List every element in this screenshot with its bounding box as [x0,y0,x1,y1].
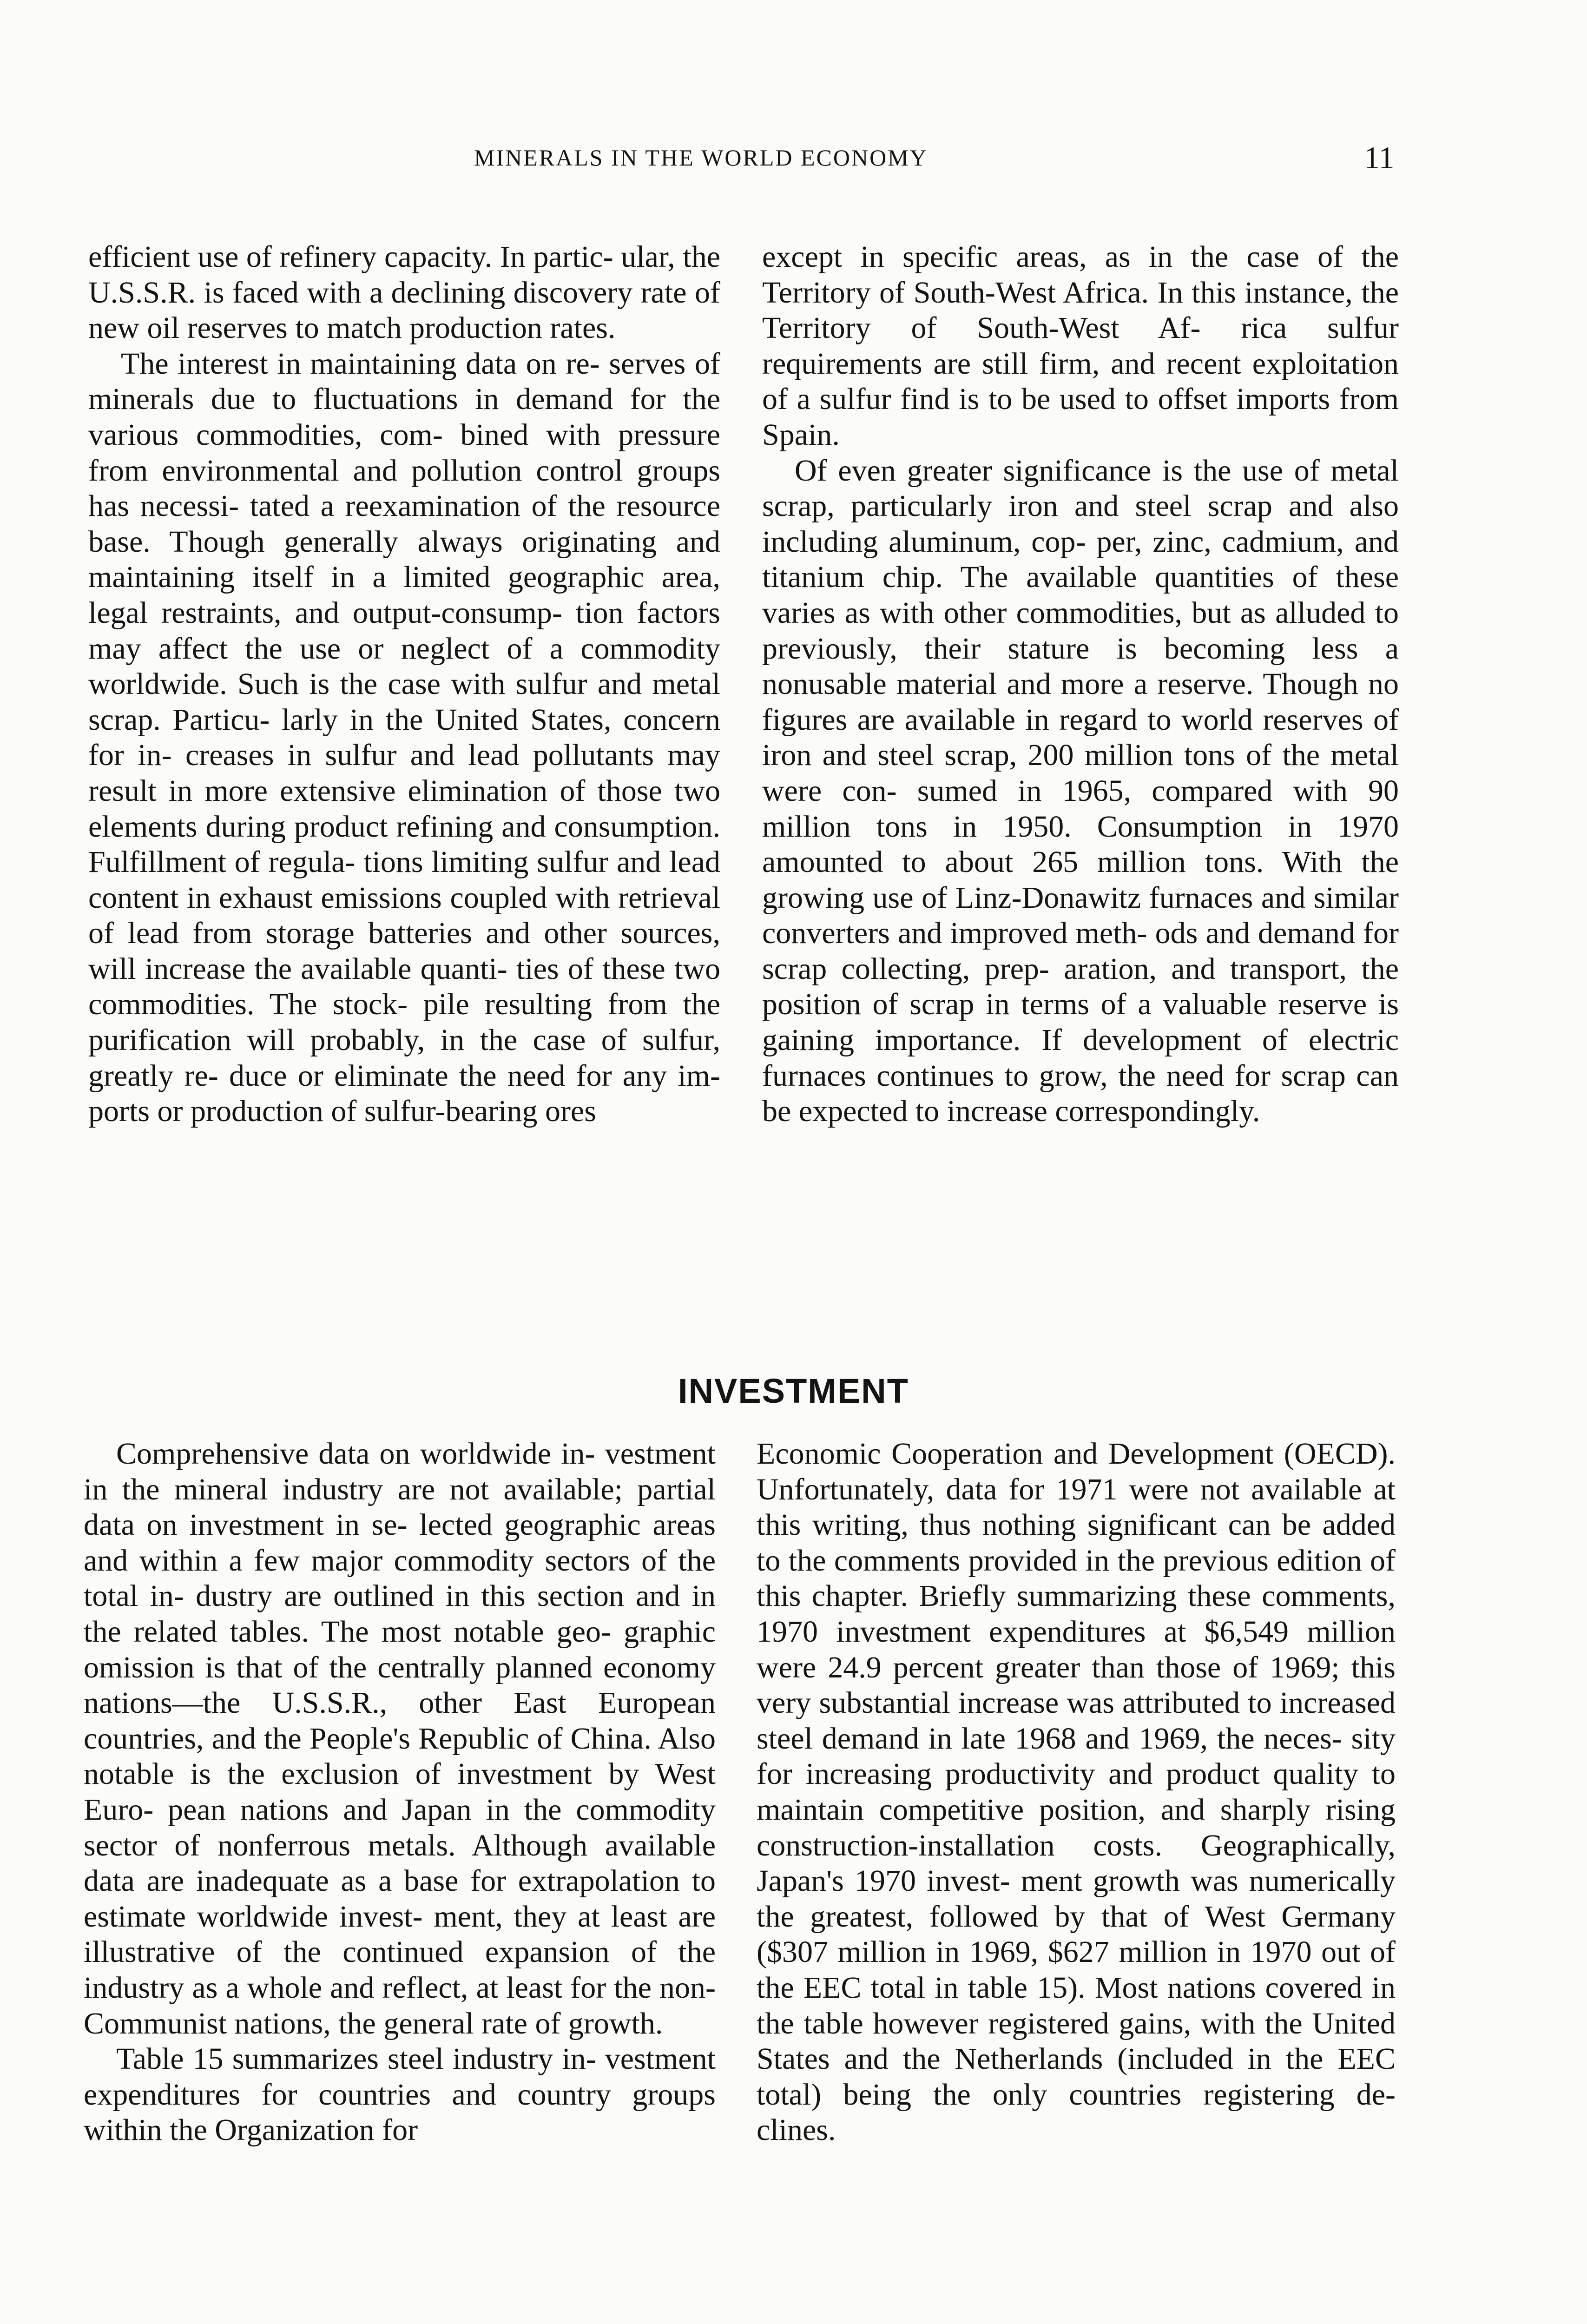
section-heading-investment: INVESTMENT [678,1372,909,1410]
paragraph: Comprehensive data on worldwide in- vestment in the mineral industry are not available; partial data on investment in se- lected geographic areas and within a few major commodity sectors of the total in- dustry are outlined in this section and in the related tables. The most notable geo- graphic omission is that of the centrally planned economy nations—the U.S.S.R., other East European countries, and the People's Republic of China. Also notable is the exclusion of investment by West Euro- pean nations and Japan in the commodity sector of nonferrous metals. Although available data are inadequate as a base for extrapolation to estimate worldwide invest- ment, they at least are illustrative of the continued expansion of the industry as a whole and reflect, at least for the non- Communist nations, the general rate of growth. [84,1437,716,2040]
paragraph: Of even greater significance is the use of metal scrap, particularly iron and steel scrap and also including aluminum, cop- per, zinc, cadmium, and titanium chip. The available quantities of these varies as with other commodities, but as alluded to previously, their stature is becoming less a nonusable material and more a reserve. Though no figures are available in regard to world reserves of iron and steel scrap, 200 million tons of the metal were con- sumed in 1965, compared with 90 million tons in 1950. Consumption in 1970 amounted to about 265 million tons. With the growing use of Linz-Donawitz furnaces and similar converters and improved meth- ods and demand for scrap collecting, prep- aration, and transport, the position of scrap in terms of a valuable reserve is gaining importance. If development of electric furnaces continues to grow, the need for scrap can be expected to increase correspondingly. [762,453,1399,1129]
paragraph: efficient use of refinery capacity. In partic- ular, the U.S.S.R. is faced with a declining discovery rate of new oil reserves to match production rates. [88,240,720,345]
top-right-column [762,239,1399,1129]
paragraph: Table 15 summarizes steel industry in- vestment expenditures for countries and country groups within the Organization for [84,2042,716,2147]
top-left-column [88,239,720,1129]
paragraph: except in specific areas, as in the case of the Territory of South-West Africa. In this instance, the Territory of South-West Af- rica sulfur requirements are still firm, and recent exploitation of a sulfur find is to be used to offset imports from Spain. [762,240,1399,452]
investment-right-column [757,1436,1396,2148]
page-number: 11 [1364,140,1395,175]
paragraph: The interest in maintaining data on re- serves of minerals due to fluctuations in demand for the various commodities, com- bined with pressure from environmental and pollution control groups has necessi- tated a reexamination of the resource base. Though generally always originating and maintaining itself in a limited geographic area, legal restraints, and output-consump- tion factors may affect the use or neglect of a commodity worldwide. Such is the case with sulfur and metal scrap. Particu- larly in the United States, concern for in- creases in sulfur and lead pollutants may result in more extensive elimination of those two elements during product refining and consumption. Fulfillment of regula- tions limiting sulfur and lead content in exhaust emissions coupled with retrieval of lead from storage batteries and other sources, will increase the available quanti- ties of these two commodities. The stock- pile resulting from the purification will probably, in the case of sulfur, greatly re- duce or eliminate the need for any im- ports or production of sulfur-bearing ores [88,346,720,1129]
running-head: MINERALS IN THE WORLD ECONOMY [474,145,928,171]
paragraph: Economic Cooperation and Development (OECD). Unfortunately, data for 1971 were not available at this writing, thus nothing significant can be added to the comments provided in the previous edition of this chapter. Briefly summarizing these comments, 1970 investment expenditures at $6,549 million were 24.9 percent greater than those of 1969; this very substantial increase was attributed to increased steel demand in late 1968 and 1969, the neces- sity for increasing productivity and product quality to maintain competitive position, and sharply rising construction-installation costs. Geographically, Japan's 1970 invest- ment growth was numerically the greatest, followed by that of West Germany ($307 million in 1969, $627 million in 1970 out of the EEC total in table 15). Most nations covered in the table however registered gains, with the United States and the Netherlands (included in the EEC total) being the only countries registering de- clines. [757,1437,1396,2147]
investment-left-column [84,1436,716,2148]
